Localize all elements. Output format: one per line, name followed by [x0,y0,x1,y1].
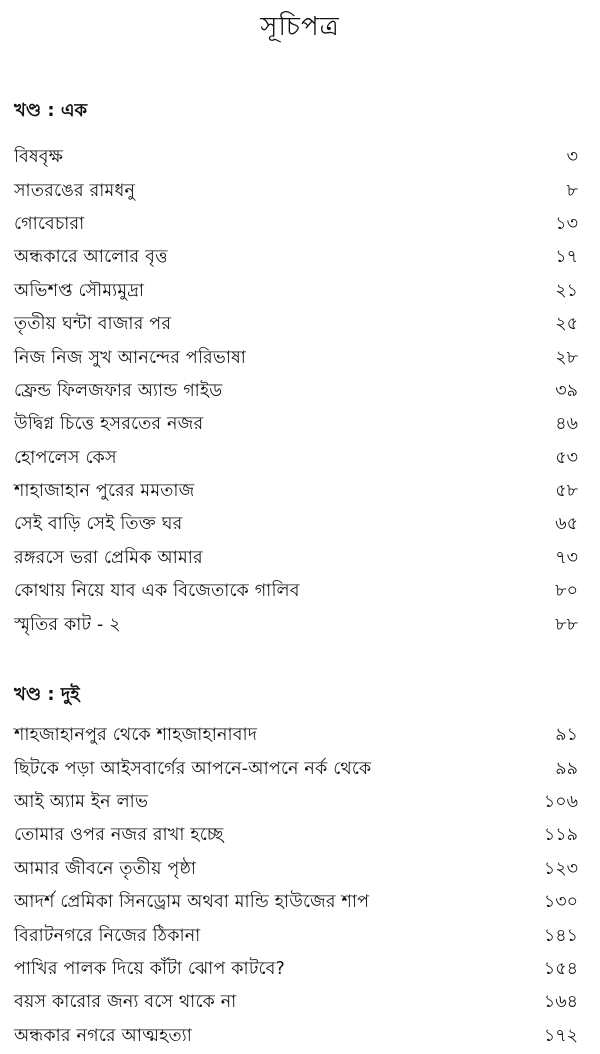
toc-entry-title: সেই বাড়ি সেই তিক্ত ঘর [14,514,183,535]
toc-entry-page-number: ১৭ [555,247,578,268]
toc-entry-title: রঙ্গরসে ভরা প্রেমিক আমার [14,547,203,568]
toc-entry [0,175,600,208]
toc-entry [0,543,600,576]
toc-entry [0,820,600,853]
toc-entry [0,787,600,820]
toc-entry [0,276,600,309]
toc-entry-page-number: ৭৩ [555,547,578,568]
toc-entry-page-number: ৮ [566,180,578,201]
toc-entry-page-number: ৬৫ [555,514,578,535]
toc-entry-title: উদ্বিগ্ন চিত্তে হসরতের নজর [14,414,204,435]
section-heading-2: খণ্ড : দুই [14,684,80,705]
toc-entry-page-number: ৪৬ [555,414,578,435]
toc-entry-title: বয়স কারোর জন্য বসে থাকে না [14,992,237,1013]
toc-entry-title: কোথায় নিয়ে যাব এক বিজেতাকে গালিব [14,581,300,602]
toc-entry-page-number: ৩৯ [555,380,578,401]
toc-entry [0,1021,600,1054]
toc-entry-page-number: ১০৬ [543,791,578,812]
toc-list-section-1 [0,142,600,643]
page-title: সূচিপত্র [260,12,340,42]
toc-entry [0,476,600,509]
toc-entry-title: ছিটকে পড়া আইসবার্গের আপনে-আপনে নর্ক থেকে [14,758,372,779]
toc-entry-title: স্মৃতির কাট - ২ [14,614,121,635]
toc-entry-title: শাহজাহানপুর থেকে শাহজাহানাবাদ [14,725,258,746]
toc-entry-title: অন্ধকারে আলোর বৃত্ত [14,247,168,268]
toc-entry [0,209,600,242]
toc-entry [0,954,600,987]
toc-entry-page-number: ৫৮ [555,481,578,502]
toc-entry-page-number: ৫৩ [555,447,578,468]
toc-entry-page-number: ৮৮ [555,614,578,635]
toc-entry-title: গোবেচারা [14,213,85,234]
toc-entry-page-number: ৮০ [555,581,578,602]
toc-entry [0,609,600,642]
toc-entry-title: পাখির পালক দিয়ে কাঁটা ঝোপ কাটবে? [14,958,286,979]
toc-entry-page-number: ২১ [555,280,578,301]
toc-entry-title: হোপলেস কেস [14,447,117,468]
toc-entry-title: তৃতীয় ঘন্টা বাজার পর [14,314,172,335]
toc-entry-title: আদর্শ প্রেমিকা সিনড্রোম অথবা মান্ডি হাউজের শাপ [14,892,370,913]
toc-entry [0,309,600,342]
toc-entry-page-number: ১৩ [555,213,578,234]
toc-entry [0,987,600,1020]
toc-entry [0,409,600,442]
toc-entry [0,920,600,953]
toc-entry [0,342,600,375]
toc-entry [0,854,600,887]
section-heading-1: খণ্ড : এক [14,100,88,121]
toc-entry [0,576,600,609]
toc-entry-title: আই অ্যাম ইন লাভ [14,791,149,812]
toc-entry [0,142,600,175]
toc-entry-title: বিরাটনগরে নিজের ঠিকানা [14,925,201,946]
toc-entry [0,376,600,409]
toc-entry-title: ফ্রেন্ড ফিলজফার অ্যান্ড গাইড [14,380,223,401]
toc-entry-page-number: ২৫ [555,314,578,335]
toc-entry-page-number: ৯৯ [555,758,578,779]
toc-entry [0,242,600,275]
toc-entry [0,753,600,786]
toc-entry-page-number: ১৪১ [543,925,578,946]
toc-entry-title: অভিশপ্ত সৌম্যমুদ্রা [14,280,145,301]
toc-list-section-2 [0,720,600,1054]
toc-entry-page-number: ১১৯ [543,825,578,846]
toc-entry-page-number: ৯১ [555,725,578,746]
toc-entry-title: শাহাজাহান পুরের মমতাজ [14,481,195,502]
toc-entry-page-number: ১৬৪ [543,992,578,1013]
toc-entry-title: নিজ নিজ সুখ আনন্দের পরিভাষা [14,347,247,368]
toc-entry [0,720,600,753]
toc-entry-page-number: ৩ [566,147,578,168]
toc-entry-page-number: ১৩০ [543,892,578,913]
toc-entry-page-number: ১৭২ [543,1025,578,1046]
toc-entry-title: আমার জীবনে তৃতীয় পৃষ্ঠা [14,858,197,879]
toc-entry [0,443,600,476]
toc-entry-title: অন্ধকার নগরে আত্মহত্যা [14,1025,193,1046]
toc-entry-title: সাতরঙের রামধনু [14,180,136,201]
toc-entry-page-number: ২৮ [555,347,578,368]
toc-entry-page-number: ১২৩ [543,858,578,879]
toc-entry [0,887,600,920]
toc-entry-page-number: ১৫৪ [543,958,578,979]
toc-entry-title: বিষবৃক্ষ [14,147,64,168]
toc-entry [0,509,600,542]
toc-entry-title: তোমার ওপর নজর রাখা হচ্ছে [14,825,224,846]
